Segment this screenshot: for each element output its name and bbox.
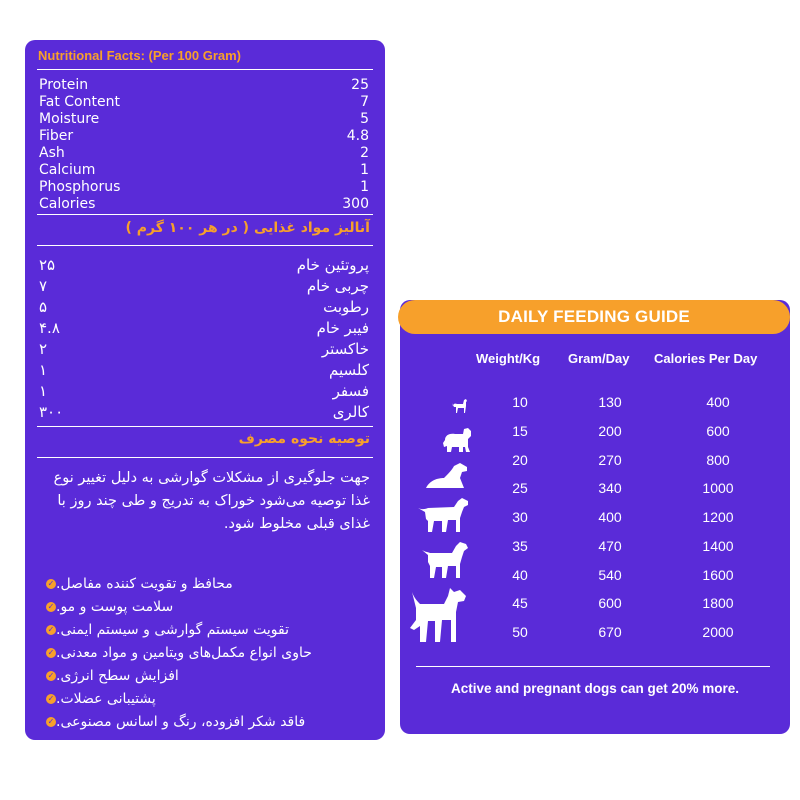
benefit-item	[40, 641, 370, 664]
nutrient-value: 300	[342, 196, 369, 212]
check-icon: ✓	[47, 624, 55, 634]
title-divider	[37, 69, 373, 70]
nutrition-row-fa	[39, 339, 369, 360]
weight-cell: 25	[512, 480, 528, 497]
grams-cell: 130	[598, 394, 622, 410]
giant-dog-icon	[408, 586, 470, 644]
calories-cell: 1200	[702, 509, 734, 525]
nutrient-label-fa: فسفر	[332, 382, 369, 400]
benefit-item	[40, 595, 370, 618]
bulldog-icon	[441, 426, 473, 454]
calories-cell: 1600	[702, 566, 734, 583]
nutrient-label-fa: فیبر خام	[316, 319, 369, 337]
sitting-dog-icon	[424, 460, 470, 490]
nutrient-value-fa: ۲	[39, 340, 48, 358]
nutrient-label-fa: پروتئین خام	[296, 256, 369, 274]
nutrient-label: Calories	[39, 196, 96, 212]
nutrient-value: 1	[360, 179, 369, 195]
nutrition-row-ash	[39, 145, 369, 162]
nutrient-value-fa: ۳۰۰	[39, 403, 64, 421]
nutrition-row-fa	[39, 255, 369, 276]
benefit-item	[40, 572, 370, 595]
grams-cell: 270	[598, 451, 622, 468]
nutrient-label: Moisture	[39, 111, 100, 127]
nutrition-row-fa	[39, 297, 369, 318]
usage-title: توصیه نحوه مصرف	[238, 431, 370, 447]
nutrition-row-fiber	[39, 128, 369, 145]
benefit-text: تقویت سیستم گوارشی و سیستم ایمنی.	[56, 621, 290, 638]
benefit-text: فاقد شکر افزوده، رنگ و اسانس مصنوعی.	[56, 713, 306, 730]
nutrient-label: Fiber	[39, 128, 74, 144]
check-icon: ✓	[47, 647, 55, 657]
nutrition-row-moisture	[39, 111, 369, 128]
weight-cell: 30	[512, 509, 528, 525]
benefit-text: سلامت پوست و مو.	[56, 598, 174, 615]
nutrient-value-fa: ۱	[39, 382, 48, 400]
nutrient-value: 25	[351, 77, 369, 93]
dog-icons-column	[400, 300, 480, 734]
column-header-grams: Gram/Day	[568, 351, 630, 366]
nutrition-title-fa: آنالیز مواد غذایی ( در هر ۱۰۰ گرم )	[125, 220, 370, 236]
benefit-item	[40, 618, 370, 641]
nutrient-value-fa: ۴.۸	[39, 319, 60, 337]
feeding-guide-title: DAILY FEEDING GUIDE	[398, 300, 790, 334]
benefit-text: محافظ و تقویت کننده مفاصل.	[56, 575, 233, 592]
large-dog-icon	[420, 540, 470, 580]
nutrition-title-en: Nutritional Facts: (Per 100 Gram)	[38, 48, 241, 63]
feeding-note: Active and pregnant dogs can get 20% more.	[450, 681, 740, 696]
calories-cell: 1800	[702, 595, 734, 612]
benefit-text: پشتیبانی عضلات.	[56, 690, 156, 707]
benefit-item	[40, 664, 370, 687]
weight-cell: 10	[512, 394, 528, 410]
nutrient-value: 2	[360, 145, 369, 161]
calories-cell: 1000	[702, 480, 734, 497]
calories-cell: 600	[706, 422, 730, 439]
nutrition-table-fa	[39, 255, 369, 423]
nutrition-panel	[25, 40, 385, 740]
nutrient-label: Calcium	[39, 162, 96, 178]
nutrient-value: 1	[360, 162, 369, 178]
grams-cell: 340	[598, 480, 622, 497]
weight-cell: 35	[512, 537, 528, 554]
nutrition-row-fat	[39, 94, 369, 111]
column-header-weight: Weight/Kg	[476, 351, 541, 366]
nutrient-value: 7	[360, 94, 369, 110]
weight-cell: 50	[512, 624, 528, 640]
benefit-item	[40, 710, 370, 733]
benefit-text: افزایش سطح انرژی.	[56, 667, 179, 684]
weight-cell: 20	[512, 451, 528, 468]
nutrient-label: Protein	[39, 77, 89, 93]
check-icon: ✓	[47, 693, 55, 703]
nutrition-row-calcium	[39, 162, 369, 179]
grams-cell: 540	[598, 566, 622, 583]
small-dog-icon	[450, 396, 470, 416]
section-divider	[37, 426, 373, 427]
weight-cell: 45	[512, 595, 528, 612]
nutrient-label-fa: کالری	[332, 403, 369, 421]
check-icon: ✓	[47, 578, 55, 588]
section-divider	[37, 457, 373, 458]
grams-cell: 600	[598, 595, 622, 612]
medium-dog-icon	[416, 496, 470, 534]
nutrition-row-fa	[39, 402, 369, 423]
benefits-list	[40, 572, 370, 733]
nutrition-row-fa	[39, 381, 369, 402]
benefit-item	[40, 687, 370, 710]
grams-cell: 400	[598, 509, 622, 525]
weight-cell: 15	[512, 422, 528, 439]
usage-text: جهت جلوگیری از مشکلات گوارشی به دلیل تغییر نوع غذا توصیه می‌شود خوراک به تدریج و طی چند روز با غذای قبلی مخلوط شود.	[53, 470, 370, 532]
grams-cell: 470	[598, 537, 622, 554]
section-divider	[37, 245, 373, 246]
benefit-text: حاوی انواع مکمل‌های ویتامین و مواد معدنی.	[56, 644, 312, 661]
check-icon: ✓	[47, 601, 55, 611]
nutrition-row-protein	[39, 77, 369, 94]
nutrient-value: 4.8	[346, 128, 369, 144]
calories-cell: 800	[706, 451, 730, 468]
check-icon: ✓	[47, 716, 55, 726]
nutrition-row-fa	[39, 318, 369, 339]
nutrition-row-phosphorus	[39, 179, 369, 196]
column-header-calories: Calories Per Day	[654, 351, 758, 366]
nutrient-value: 5	[360, 111, 369, 127]
nutrient-label: Fat Content	[39, 94, 120, 110]
nutrition-row-fa	[39, 276, 369, 297]
nutrient-value-fa: ۱	[39, 361, 48, 379]
weight-cell: 40	[512, 566, 528, 583]
section-divider	[37, 214, 373, 215]
nutrition-row-fa	[39, 360, 369, 381]
nutrient-value-fa: ۲۵	[39, 256, 56, 274]
check-icon: ✓	[47, 670, 55, 680]
nutrient-value-fa: ۷	[39, 277, 48, 295]
nutrient-label: Ash	[39, 145, 65, 161]
nutrition-table-en	[39, 77, 369, 213]
guide-divider	[416, 666, 770, 667]
calories-cell: 400	[706, 394, 730, 410]
nutrient-label-fa: رطوبت	[323, 298, 369, 316]
calories-cell: 2000	[702, 624, 734, 640]
grams-cell: 670	[598, 624, 622, 640]
nutrition-row-calories	[39, 196, 369, 213]
grams-cell: 200	[598, 422, 622, 439]
nutrient-label-fa: کلسیم	[329, 361, 369, 379]
nutrient-label-fa: خاکستر	[321, 340, 369, 358]
calories-cell: 1400	[702, 537, 734, 554]
nutrient-label-fa: چربی خام	[306, 277, 369, 295]
nutrient-value-fa: ۵	[39, 298, 48, 316]
feeding-guide-panel	[400, 300, 790, 734]
nutrient-label: Phosphorus	[39, 179, 121, 195]
